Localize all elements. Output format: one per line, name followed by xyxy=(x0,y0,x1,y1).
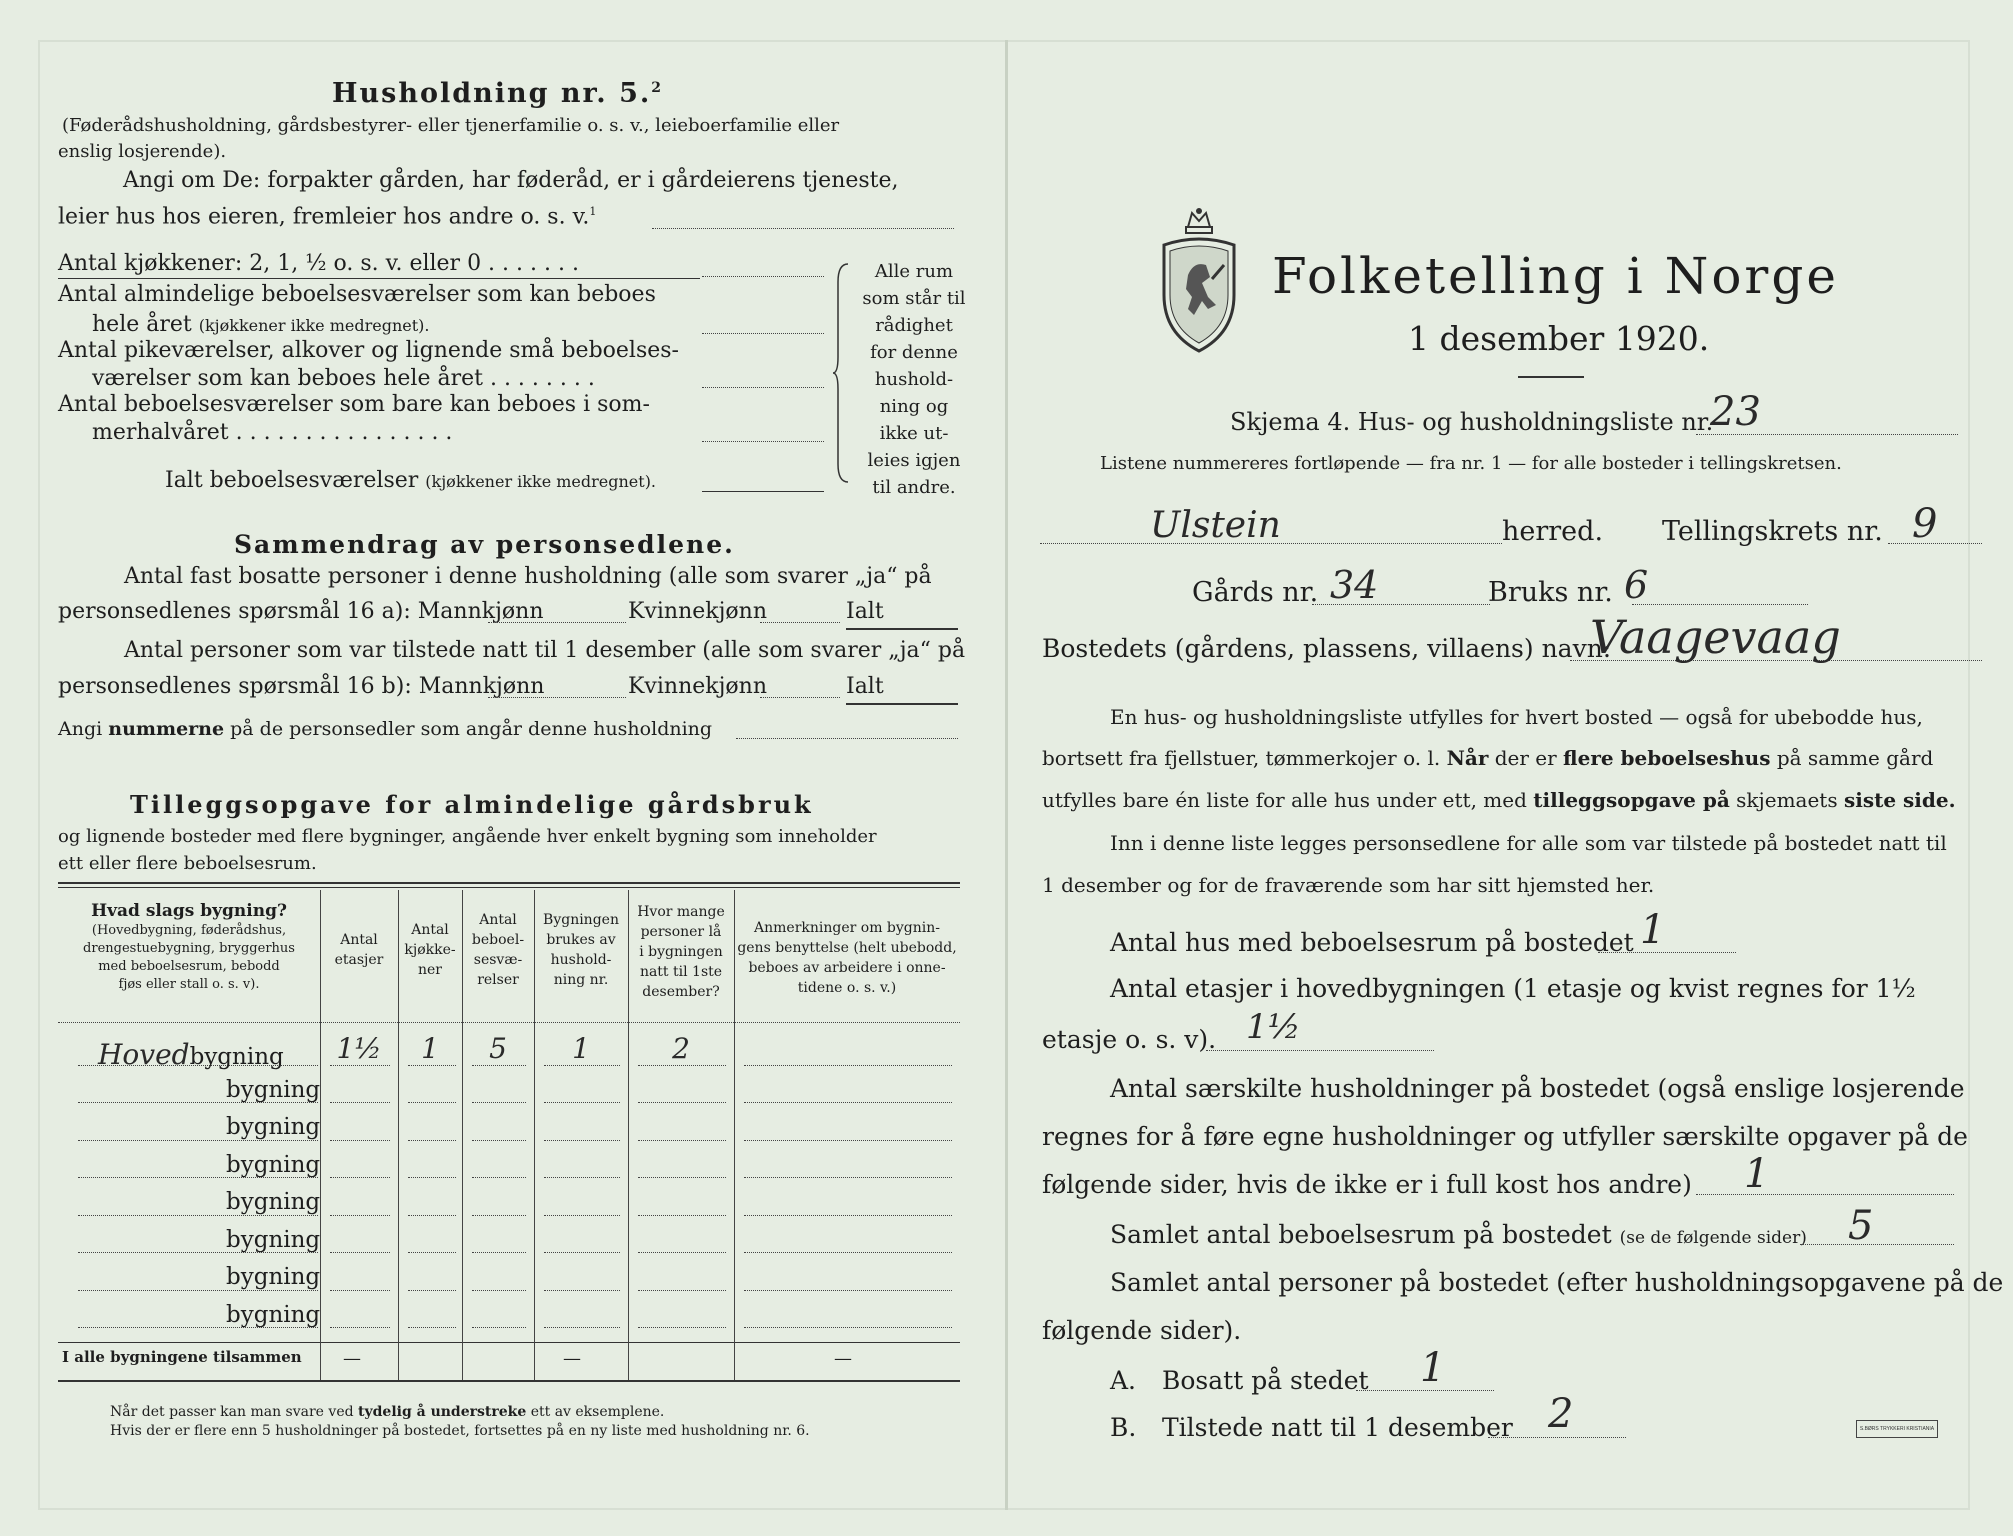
a-text: Bosatt på stedet xyxy=(1162,1366,1369,1395)
q-etasjer-line xyxy=(1206,1050,1434,1051)
angi-line-1: Angi om De: forpakter gården, har føderåd, er i gårdeierens tjeneste, xyxy=(123,168,899,193)
footnote-2: Hvis der er flere enn 5 husholdninger på bostedet, fortsettes på en ny liste med husholdning nr. 6. xyxy=(110,1423,810,1439)
row-answer-line xyxy=(638,1215,726,1216)
row-building-suffix: bygning xyxy=(226,1264,321,1290)
intro-line-2: enslig losjerende). xyxy=(58,141,227,162)
table-row xyxy=(58,1223,960,1261)
total-rooms-small: (kjøkkener ikke medregnet). xyxy=(425,472,657,491)
row-building-prefix: Hoved xyxy=(98,1038,190,1071)
row-cell-personer: 2 xyxy=(672,1032,690,1065)
angi-sup: 1 xyxy=(589,205,597,218)
summary-p2-line-1: Antal personer som var tilstede natt til 1 desember (alle som svarer „ja“ på xyxy=(124,638,966,663)
herred-value: Ulstein xyxy=(1150,505,1281,546)
row-answer-line xyxy=(744,1102,952,1103)
gards-nr-value: 34 xyxy=(1330,563,1379,607)
row-building-suffix: bygning xyxy=(226,1301,321,1328)
table-header-rule xyxy=(58,1022,960,1023)
printer-stamp xyxy=(1856,1420,1938,1438)
row-answer-line xyxy=(638,1177,726,1178)
b-text: Tilstede natt til 1 desember xyxy=(1162,1413,1513,1442)
summary-p1-line-1: Antal fast bosatte personer i denne husholdning (alle som svarer „ja“ på xyxy=(124,564,932,589)
row-answer-line xyxy=(744,1290,952,1291)
household-title-text: Husholdning nr. 5. xyxy=(332,78,652,109)
col6-header-line: Hvor mange xyxy=(637,904,725,920)
gards-label: Gårds nr. xyxy=(1192,577,1319,608)
table-row xyxy=(58,1110,960,1148)
table-row xyxy=(58,1298,960,1336)
col4-header-line: sesvæ- xyxy=(473,952,523,968)
brace-icon xyxy=(832,262,850,484)
col1-header-bold: Hvad slags bygning? xyxy=(91,901,287,921)
table-row xyxy=(58,1260,960,1298)
summer-answer-line xyxy=(702,441,824,442)
p2-ialt-line xyxy=(846,703,958,705)
a-label: A. xyxy=(1110,1366,1137,1395)
kitchens-label: Antal kjøkkener: 2, 1, ½ o. s. v. eller 0 . . . . . . . xyxy=(58,251,579,276)
row-answer-line xyxy=(744,1327,952,1328)
total-dash-anmerkninger: — xyxy=(834,1348,852,1369)
p2-kvinne-line xyxy=(760,697,840,698)
col5-header-line: Bygningen xyxy=(543,912,619,928)
row-answer-line xyxy=(638,1290,726,1291)
col3-header xyxy=(398,920,462,980)
summary-p1-line-2: personsedlenes spørsmål 16 a): Mannkjønn xyxy=(58,599,544,624)
angi-nummer-post: på de personsedler som angår denne husholdning xyxy=(224,718,713,740)
herred-label: herred. xyxy=(1502,516,1604,547)
q-etasjer-line-2: etasje o. s. v). xyxy=(1042,1025,1217,1054)
info1-line-3-pre: utfylles bare én liste for alle hus under ett, med xyxy=(1042,788,1534,812)
total-rooms-text: Ialt beboelsesværelser xyxy=(165,468,419,493)
row-answer-line xyxy=(744,1177,952,1178)
skjema-nr-value: 23 xyxy=(1710,389,1761,435)
row-answer-line xyxy=(638,1327,726,1328)
rooms-answer-line xyxy=(702,333,824,334)
row-answer-line xyxy=(330,1140,390,1141)
q-rum-value: 5 xyxy=(1848,1203,1874,1249)
col1-header-line: (Hovedbygning, føderådshus, xyxy=(91,923,287,938)
table-top-rule xyxy=(58,882,960,884)
col5-header-line: ning nr. xyxy=(553,972,609,988)
row-building-label xyxy=(226,1226,321,1253)
q-hush-line-1: Antal særskilte husholdninger på bostedet (også enslige losjerende xyxy=(1110,1074,1965,1103)
row-answer-line xyxy=(472,1177,526,1178)
row-building-label xyxy=(226,1151,321,1178)
q-etasjer-line-1: Antal etasjer i hovedbygningen (1 etasje og kvist regnes for 1½ xyxy=(1110,974,1916,1003)
total-rooms xyxy=(165,470,656,492)
row-answer-line xyxy=(408,1140,456,1141)
q-rum-line xyxy=(1800,1244,1954,1245)
household-title xyxy=(332,80,663,107)
rooms-line-2 xyxy=(92,314,429,336)
q-pers-line-2: følgende sider). xyxy=(1042,1316,1242,1345)
p1-ialt-label: Ialt xyxy=(846,599,884,624)
krets-nr-value: 9 xyxy=(1912,501,1938,547)
col1-header-line: fjøs eller stall o. s. v). xyxy=(118,977,260,992)
info2-line-2: 1 desember og for de fraværende som har sitt hjemsted her. xyxy=(1042,873,1655,897)
side-note-line: leies igjen xyxy=(867,450,961,471)
row-answer-line xyxy=(330,1177,390,1178)
row-building-suffix: bygning xyxy=(226,1151,321,1178)
q-hush-line-3: følgende sider, hvis de ikke er i full kost hos andre) xyxy=(1042,1170,1692,1199)
col1-header-line: med beboelsesrum, bebodd xyxy=(98,959,280,974)
rooms-line-2-text: hele året xyxy=(92,312,192,337)
b-line xyxy=(1488,1437,1626,1438)
info2-line-1: Inn i denne liste legges personsedlene for alle som var tilstede på bostedet natt til xyxy=(1110,831,1947,855)
bruks-nr-value: 6 xyxy=(1624,563,1649,607)
side-note-line: ning og xyxy=(879,396,949,417)
q-hush-line-2: regnes for å føre egne husholdninger og utfyller særskilte opgaver på de xyxy=(1042,1122,1968,1151)
p1-mann-line xyxy=(488,622,626,623)
b-value: 2 xyxy=(1548,1391,1574,1437)
row-answer-line xyxy=(744,1252,952,1253)
row-answer-line xyxy=(408,1327,456,1328)
maid-line-2: værelser som kan beboes hele året . . . . . . . . xyxy=(92,366,595,391)
summer-line-1: Antal beboelsesværelser som bare kan beboes i som- xyxy=(58,392,650,417)
kitchens-answer-line xyxy=(702,276,824,277)
row-answer-line xyxy=(638,1140,726,1141)
row-building-label xyxy=(226,1301,321,1328)
rooms-line-2-small: (kjøkkener ikke medregnet). xyxy=(198,316,430,335)
angi-answer-line xyxy=(652,228,954,229)
row-answer-line xyxy=(472,1327,526,1328)
total-dash-etasjer: — xyxy=(343,1348,361,1369)
angi-nummer-line xyxy=(736,738,958,739)
row-cell-kjokkener: 1 xyxy=(421,1032,439,1065)
side-note-line: rådighet xyxy=(875,315,953,336)
side-note-line: ikke ut- xyxy=(879,423,949,444)
row-answer-line xyxy=(408,1290,456,1291)
row-answer-line xyxy=(408,1252,456,1253)
row-answer-line xyxy=(330,1327,390,1328)
col4-header-line: relser xyxy=(477,972,519,988)
col3-header-line: ner xyxy=(418,962,442,978)
row-answer-line xyxy=(472,1290,526,1291)
bruks-line xyxy=(1632,604,1808,605)
footnote-1-pre: Når det passer kan man svare ved xyxy=(110,1404,359,1420)
title-rule xyxy=(1518,376,1584,378)
col4-header-line: Antal xyxy=(479,912,517,928)
row-answer-line xyxy=(472,1252,526,1253)
bruks-label: Bruks nr. xyxy=(1488,577,1613,608)
row-answer-line xyxy=(472,1102,526,1103)
info1-line-2-post: på samme gård xyxy=(1770,746,1934,770)
row-answer-line xyxy=(544,1177,620,1178)
row-answer-line xyxy=(744,1215,952,1216)
row-building-label xyxy=(226,1266,320,1289)
info1-line-3-mid: skjemaets xyxy=(1729,788,1844,812)
row-answer-line xyxy=(544,1290,620,1291)
row-building-label xyxy=(226,1076,321,1103)
col4-header xyxy=(462,910,534,990)
info1-line-3-bold: tilleggsopgave på xyxy=(1533,788,1730,812)
row-building-label xyxy=(226,1191,320,1214)
info1-line-3-bold2: siste side. xyxy=(1843,788,1956,812)
info1-line-2-bold: Når xyxy=(1446,746,1489,770)
building-table xyxy=(58,880,960,1385)
angi-line-2 xyxy=(58,206,596,228)
total-dash-husholdning: — xyxy=(563,1348,581,1369)
col5-header xyxy=(534,910,628,990)
farm-line-2: ett eller flere beboelsesrum. xyxy=(58,853,317,874)
summer-line-2: merhalvåret . . . . . . . . . . . . . . . . xyxy=(92,420,453,445)
q-hush-line xyxy=(1696,1194,1954,1195)
total-row-label: I alle bygningene tilsammen xyxy=(62,1348,302,1366)
row-answer-line xyxy=(544,1140,620,1141)
row-answer-line xyxy=(330,1290,390,1291)
col5-header-line: brukes av xyxy=(546,932,616,948)
p1-kvinne-line xyxy=(760,622,840,623)
a-value: 1 xyxy=(1420,1345,1446,1391)
side-note-line: for denne xyxy=(870,342,958,363)
row-building-suffix: bygning xyxy=(226,1226,321,1253)
household-sup: 2 xyxy=(651,80,664,96)
col3-header-line: kjøkke- xyxy=(404,942,456,958)
farm-title: Tilleggsopgave for almindelige gårdsbruk xyxy=(130,790,814,819)
info1-line-2-mid: der er xyxy=(1488,746,1564,770)
col7-header-line: Anmerkninger om bygnin- xyxy=(754,920,940,936)
row-answer-line xyxy=(544,1327,620,1328)
side-note-line: Alle rum xyxy=(874,261,954,282)
row-answer-line xyxy=(330,1252,390,1253)
footnote-1-bold: tydelig å understreke xyxy=(358,1404,527,1420)
col4-header-line: beboel- xyxy=(471,932,525,948)
info1-line-1: En hus- og husholdningsliste utfylles for hvert bosted — også for ubebodde hus, xyxy=(1110,705,1923,729)
row-building-label xyxy=(226,1116,320,1139)
row-building-suffix: bygning xyxy=(189,1044,284,1070)
row-answer-line xyxy=(638,1252,726,1253)
row-cell-husholdning: 1 xyxy=(572,1032,590,1065)
info1-line-2-bold2: flere beboelseshus xyxy=(1563,746,1771,770)
side-note-line: hushold- xyxy=(874,369,954,390)
col7-header-line: beboes av arbeidere i onne- xyxy=(748,960,946,976)
row-answer-line xyxy=(544,1252,620,1253)
main-title: Folketelling i Norge xyxy=(1272,247,1839,305)
footnote-1 xyxy=(110,1405,664,1419)
side-note xyxy=(852,258,976,501)
q-rum-small: (se de følgende sider) xyxy=(1619,1228,1807,1248)
q-rum-text: Samlet antal beboelsesrum på bostedet xyxy=(1110,1220,1612,1249)
table-row xyxy=(58,1148,960,1186)
side-note-line: som står til xyxy=(862,288,966,309)
norway-coat-of-arms-icon xyxy=(1158,205,1240,355)
q-rum-label xyxy=(1110,1222,1807,1247)
skjema-label: Skjema 4. Hus- og husholdningsliste nr. xyxy=(1230,408,1714,436)
printer-stamp-text: S.BØRS TRYKKERI KRISTIANIA xyxy=(1859,1426,1935,1432)
col2-header xyxy=(320,930,398,970)
table-total-rule xyxy=(58,1342,960,1343)
q-hus-value: 1 xyxy=(1640,907,1666,953)
farm-line-1: og lignende bosteder med flere bygninger, angående hver enkelt bygning som inneholder xyxy=(58,826,877,847)
row-cell-etasjer: 1½ xyxy=(336,1032,382,1065)
angi-nummer-bold: nummerne xyxy=(108,718,225,740)
col2-header-line: Antal xyxy=(340,932,378,948)
maid-answer-line xyxy=(702,387,824,388)
kitchens-underline xyxy=(58,278,700,279)
col2-header-line: etasjer xyxy=(334,952,384,968)
row-answer-line xyxy=(472,1140,526,1141)
row-cell-vaerelser: 5 xyxy=(489,1032,507,1065)
q-pers-line-1: Samlet antal personer på bostedet (efter husholdningsopgavene på de xyxy=(1110,1268,2004,1297)
p2-kvinne-label: Kvinnekjønn xyxy=(628,674,767,699)
col7-header-line: tidene o. s. v.) xyxy=(797,980,897,996)
row-answer-line xyxy=(330,1102,390,1103)
q-hush-value: 1 xyxy=(1744,1151,1770,1197)
row-answer-line xyxy=(330,1215,390,1216)
table-row xyxy=(58,1032,960,1073)
table-row xyxy=(58,1185,960,1223)
info1-line-2 xyxy=(1042,748,1933,768)
total-rooms-answer-line xyxy=(702,491,824,492)
table-bottom-rule xyxy=(58,1380,960,1382)
angi-nummer-pre: Angi xyxy=(58,718,109,740)
census-date: 1 desember 1920. xyxy=(1408,319,1710,358)
row-building-label xyxy=(98,1038,284,1071)
col1-header-line: drengestuebygning, bryggerhus xyxy=(83,941,295,956)
row-answer-line xyxy=(472,1215,526,1216)
q-etasjer-value: 1½ xyxy=(1246,1007,1301,1047)
row-answer-line xyxy=(744,1065,952,1066)
bosted-label: Bostedets (gårdens, plassens, villaens) navn: xyxy=(1042,634,1612,663)
table-row xyxy=(58,1073,960,1111)
bosted-value: Vaagevaag xyxy=(1590,610,1841,664)
table-top-rule-2 xyxy=(58,887,960,888)
p1-ialt-line xyxy=(846,628,958,630)
row-building-suffix: bygning xyxy=(226,1114,321,1140)
summary-title: Sammendrag av personsedlene. xyxy=(234,530,735,559)
col5-header-line: hushold- xyxy=(550,952,612,968)
info1-line-3 xyxy=(1042,790,1956,810)
b-label: B. xyxy=(1110,1413,1137,1442)
right-page xyxy=(1010,0,2013,1536)
row-building-suffix: bygning xyxy=(226,1076,321,1103)
col6-header-line: natt til 1ste xyxy=(639,964,723,980)
maid-line-1: Antal pikeværelser, alkover og lignende små beboelses- xyxy=(58,338,679,363)
col7-header xyxy=(734,918,960,998)
row-answer-line xyxy=(638,1102,726,1103)
angi-line-2-text: leier hus hos eieren, fremleier hos andre o. s. v. xyxy=(58,204,590,230)
footnote-1-post: ett av eksemplene. xyxy=(526,1404,665,1420)
col6-header-line: desember? xyxy=(642,984,720,1000)
col6-header-line: i bygningen xyxy=(639,944,723,960)
p2-mann-line xyxy=(488,697,626,698)
krets-label: Tellingskrets nr. xyxy=(1662,516,1883,547)
row-answer-line xyxy=(408,1102,456,1103)
side-note-line: til andre. xyxy=(872,477,956,498)
col3-header-line: Antal xyxy=(411,922,449,938)
summary-p2-line-2: personsedlenes spørsmål 16 b): Mannkjønn xyxy=(58,674,545,699)
q-hus-label: Antal hus med beboelsesrum på bostedet xyxy=(1110,928,1634,957)
col7-header-line: gens benyttelse (helt ubebodd, xyxy=(737,940,957,956)
angi-nummer xyxy=(58,720,712,739)
info1-line-2-pre: bortsett fra fjellstuer, tømmerkojer o. l. xyxy=(1042,746,1447,770)
row-answer-line xyxy=(744,1140,952,1141)
row-answer-line xyxy=(408,1215,456,1216)
listene-note: Listene nummereres fortløpende — fra nr. 1 — for alle bosteder i tellingskretsen. xyxy=(1100,453,1842,474)
row-answer-line xyxy=(544,1102,620,1103)
row-building-suffix: bygning xyxy=(226,1189,321,1215)
q-hus-line xyxy=(1598,952,1736,953)
rooms-line-1: Antal almindelige beboelsesværelser som kan beboes xyxy=(58,282,656,307)
p1-kvinne-label: Kvinnekjønn xyxy=(628,599,767,624)
p2-ialt-label: Ialt xyxy=(846,674,884,699)
col6-header xyxy=(628,902,734,1002)
intro-line-1: (Føderådshusholdning, gårdsbestyrer- eller tjenerfamilie o. s. v., leieboerfamilie eller xyxy=(62,115,840,136)
col6-header-line: personer lå xyxy=(640,924,722,940)
row-answer-line xyxy=(544,1215,620,1216)
row-answer-line xyxy=(408,1177,456,1178)
col1-header xyxy=(58,900,320,994)
